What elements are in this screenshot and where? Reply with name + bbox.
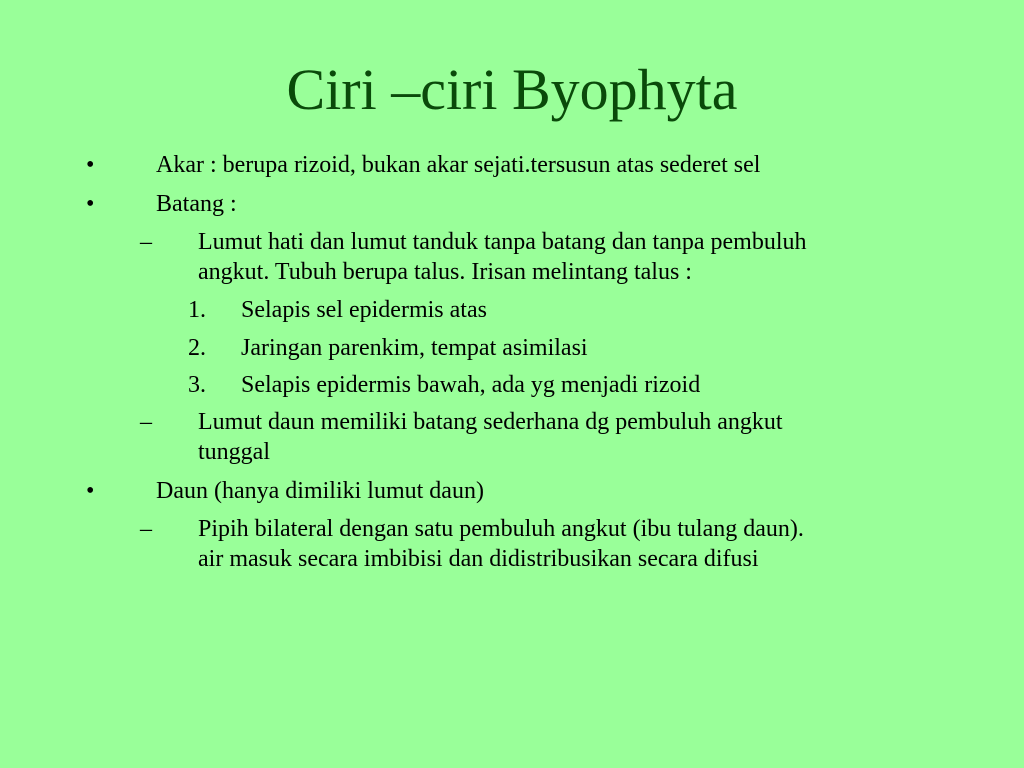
dash-marker: – [140, 409, 152, 435]
dash-marker: – [140, 229, 152, 255]
list-item-text-continued: angkut. Tubuh berupa talus. Irisan melintang talus : [198, 259, 692, 285]
list-item-text: Selapis sel epidermis atas [241, 297, 487, 323]
bullet-marker: • [86, 478, 95, 504]
number-marker: 2. [188, 335, 206, 361]
list-item-text: Jaringan parenkim, tempat asimilasi [241, 335, 588, 361]
list-item-text: Pipih bilateral dengan satu pembuluh angkut (ibu tulang daun). [198, 516, 804, 542]
list-item-text: Selapis epidermis bawah, ada yg menjadi rizoid [241, 372, 701, 398]
bullet-marker: • [86, 152, 95, 178]
bullet-marker: • [86, 191, 95, 217]
list-item-text: Akar : berupa rizoid, bukan akar sejati.tersusun atas sederet sel [156, 152, 761, 178]
list-item-text-continued: tunggal [198, 439, 270, 465]
number-marker: 1. [188, 297, 206, 323]
list-item-text: Lumut hati dan lumut tanduk tanpa batang dan tanpa pembuluh [198, 229, 807, 255]
list-item-text: Batang : [156, 191, 237, 217]
dash-marker: – [140, 516, 152, 542]
slide-title: Ciri –ciri Byophyta [286, 57, 738, 122]
list-item-text: Daun (hanya dimiliki lumut daun) [156, 478, 484, 504]
list-item-text: Lumut daun memiliki batang sederhana dg pembuluh angkut [198, 409, 783, 435]
list-item-text-continued: air masuk secara imbibisi dan didistribusikan secara difusi [198, 546, 759, 572]
number-marker: 3. [188, 372, 206, 398]
